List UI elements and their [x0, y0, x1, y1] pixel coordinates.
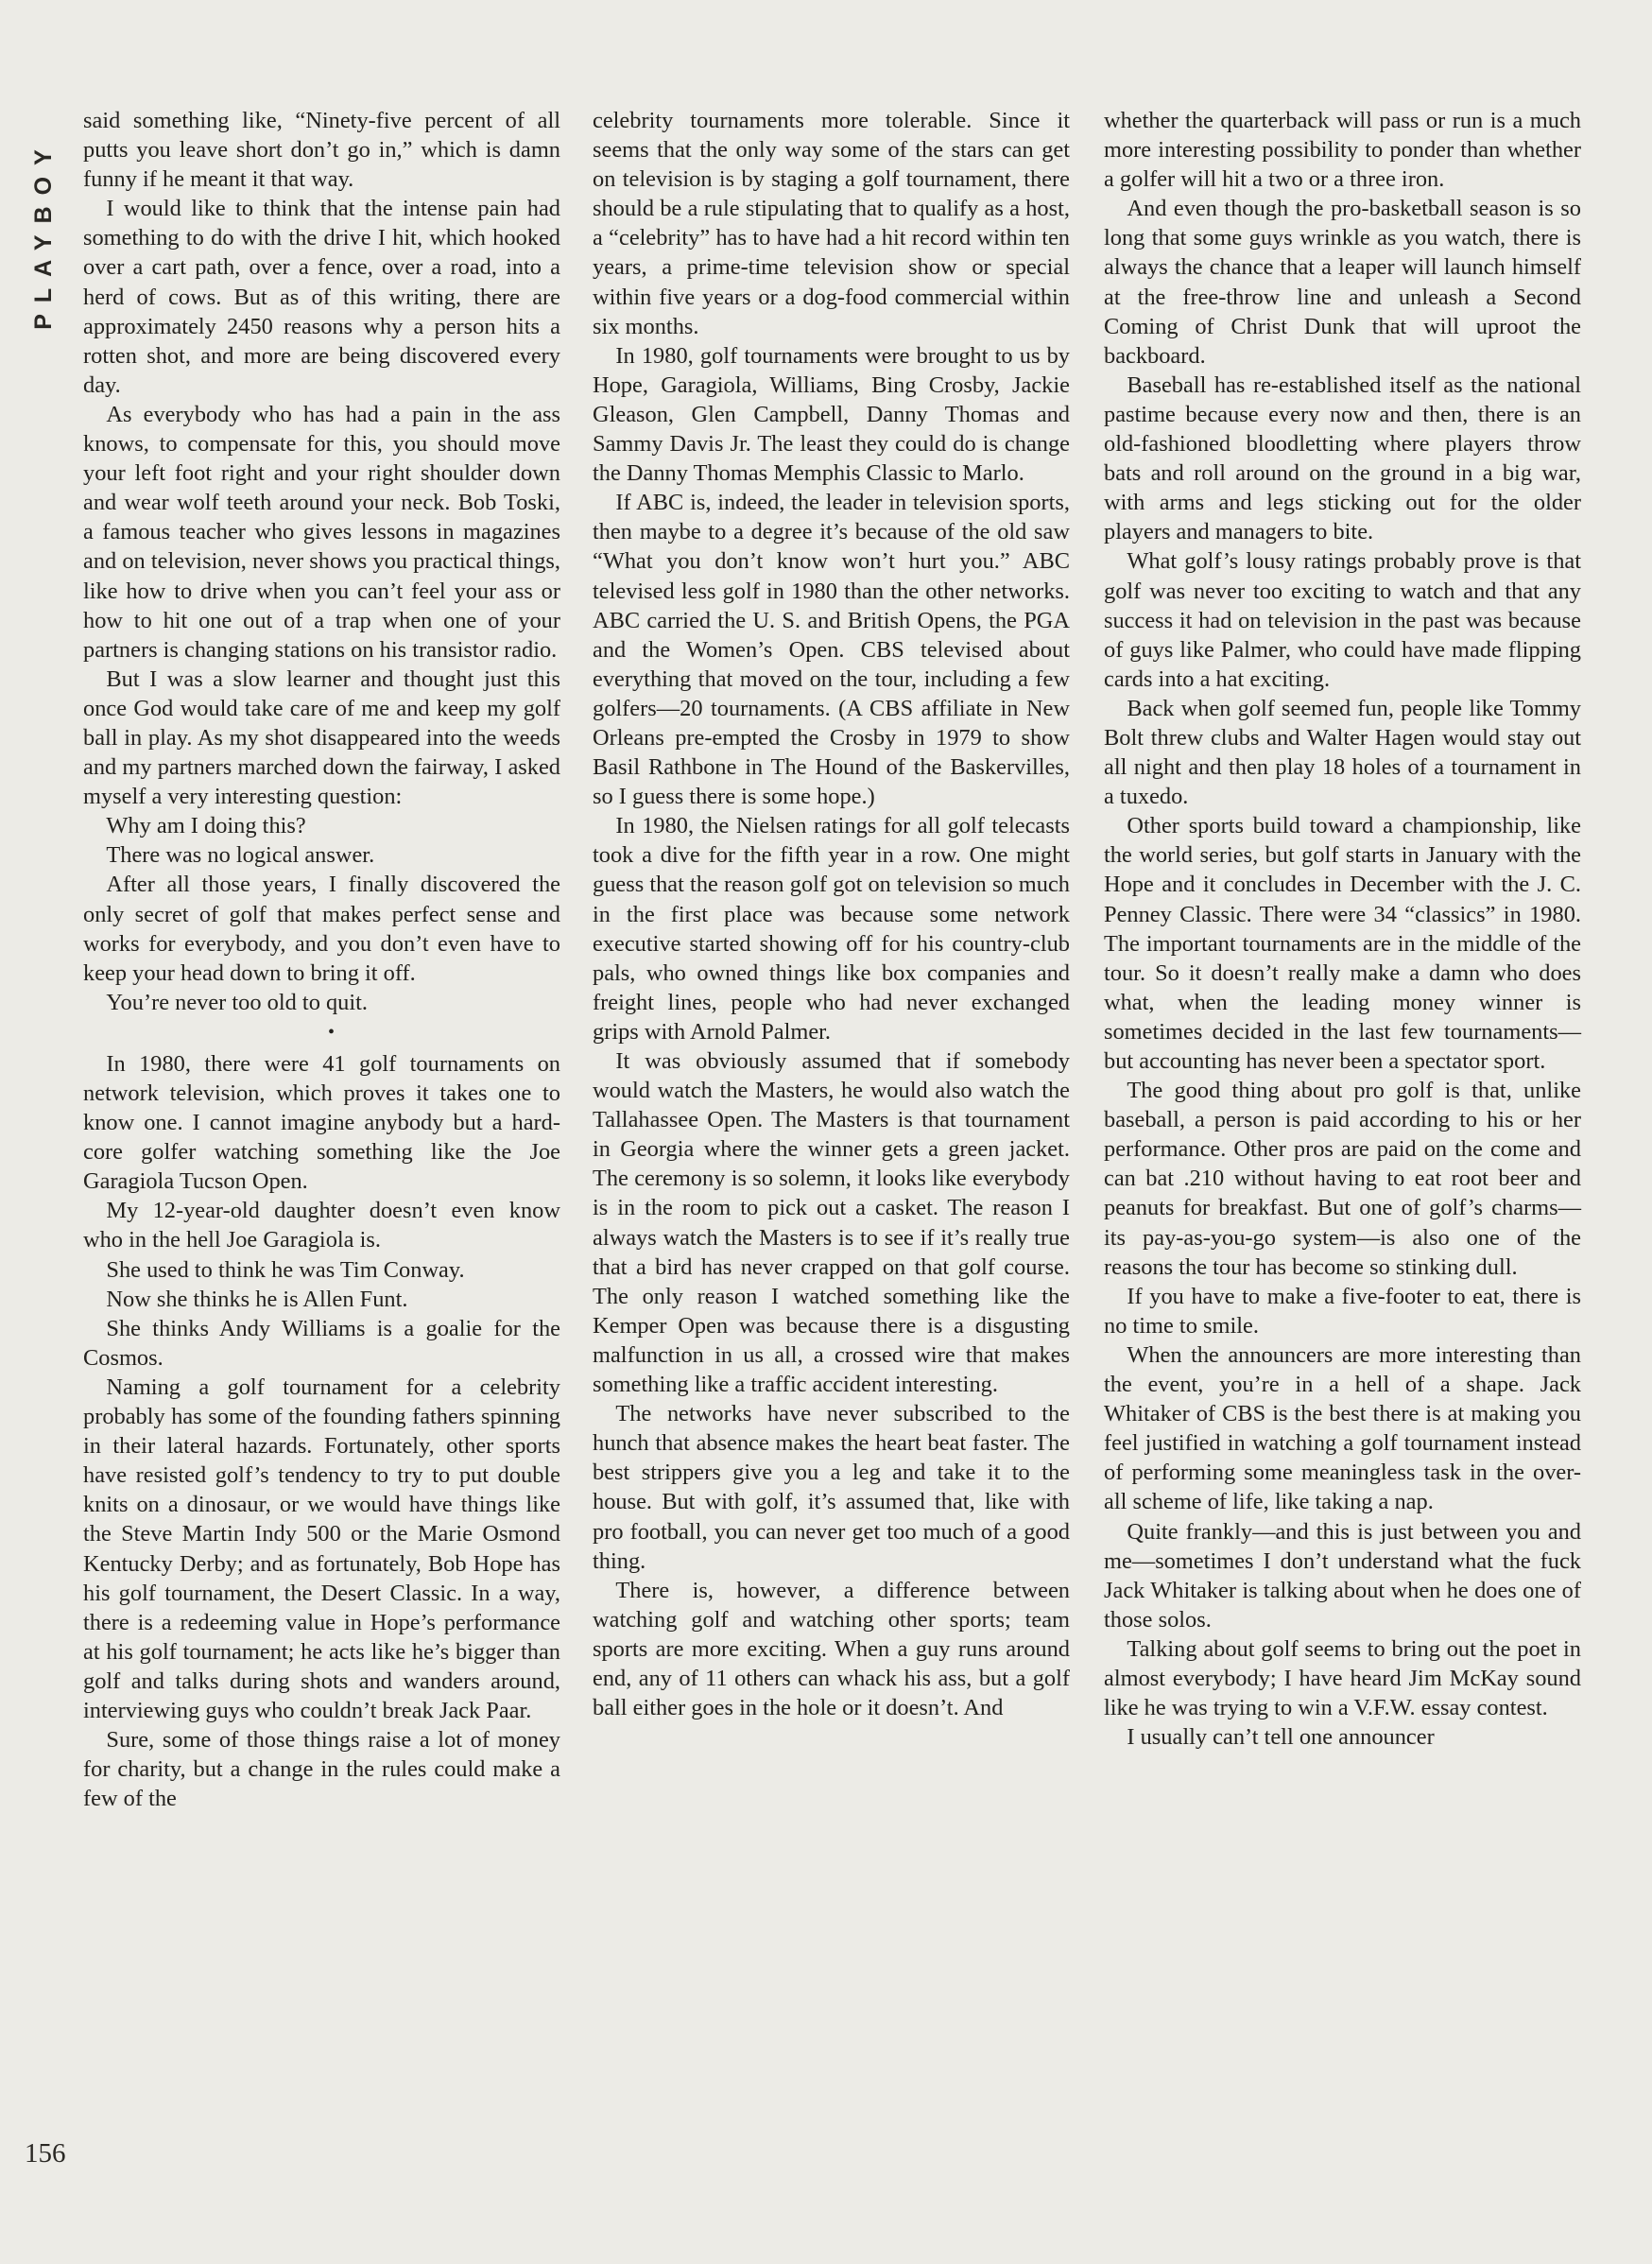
paragraph: I usually can’t tell one announcer [1127, 1724, 1435, 1751]
paragraph: Other sports build toward a championship, like the world series, but golf starts in January with the Hope and it concludes in December with the J. C. Penney Classic. There were 34 “classics” in 1980. The important tournaments are in the middle of the tour. So it doesn’t really make a damn who does what, when the leading money winner is sometimes decided in the last few tournaments—but accounting has never been a spectator sport. [1104, 813, 1581, 1074]
paragraph: My 12-year-old daughter doesn’t even know who in the hell Joe Garagiola is. [83, 1198, 560, 1253]
paragraph: Baseball has re-established itself as the national pastime because every now and then, there is an old-fashioned bloodletting where players throw bats and roll around on the ground in a big war, with arms and legs sticking out for the older players and managers to bite. [1104, 372, 1581, 545]
magazine-name: PLAYBOY [29, 137, 57, 330]
paragraph: In 1980, golf tournaments were brought to us by Hope, Garagiola, Williams, Bing Crosby, Jackie Gleason, Glen Campbell, Danny Thomas and Sammy Davis Jr. The least they could do is change the Danny Thomas Memphis Classic to Marlo. [593, 342, 1070, 487]
paragraph: After all those years, I finally discovered the only secret of golf that makes perfect sense and works for everybody, and you don’t even have to keep your head down to bring it off. [83, 872, 560, 986]
paragraph: If you have to make a five-footer to eat, there is no time to smile. [1104, 1283, 1581, 1339]
paragraph: She thinks Andy Williams is a goalie for the Cosmos. [83, 1315, 560, 1371]
paragraph: As everybody who has had a pain in the ass knows, to compensate for this, you should move your left foot right and your right shoulder down and wear wolf teeth around your neck. Bob Toski, a famous teacher who gives lessons in magazines and on television, never shows you practical things, like how to drive when you can’t feel your ass or how to hit one out of a trap when one of your partners is changing stations on his transistor radio. [83, 401, 560, 663]
magazine-sidebar-title [26, 106, 60, 361]
paragraph: Why am I doing this? [106, 813, 306, 839]
paragraph: Back when golf seemed fun, people like Tommy Bolt threw clubs and Walter Hagen would stay out all night and then play 18 holes of a tournament in a tuxedo. [1104, 695, 1581, 810]
page-number: 156 [25, 2138, 66, 2169]
paragraph: In 1980, there were 41 golf tournaments on network television, which proves it takes one to know one. I cannot imagine anybody but a hard-core golfer watching something like the Joe Garagiola Tucson Open. [83, 1050, 560, 1195]
text-column-3 [1104, 106, 1581, 1752]
paragraph: Quite frankly—and this is just between you and me—sometimes I don’t understand what the fuck Jack Whitaker is talking about when he does one of those solos. [1104, 1518, 1581, 1633]
paragraph: There is, however, a difference between watching golf and watching other sports; team sports are more exciting. When a guy runs around end, any of 11 others can whack his ass, but a golf ball either goes in the hole or it doesn’t. And [593, 1577, 1070, 1721]
text-column-2 [593, 106, 1070, 1722]
paragraph: Now she thinks he is Allen Funt. [106, 1286, 408, 1312]
paragraph: Talking about golf seems to bring out the poet in almost everybody; I have heard Jim McKay sound like he was trying to win a V.F.W. essay contest. [1104, 1635, 1581, 1721]
paragraph: whether the quarterback will pass or run is a much more interesting possibility to ponder than whether a golfer will hit a two or a three iron. [1104, 108, 1581, 193]
paragraph: What golf’s lousy ratings probably prove is that golf was never too exciting to watch and that any success it had on television in the past was because of guys like Palmer, who could have made flipping cards into a hat exciting. [1104, 548, 1581, 692]
paragraph: I would like to think that the intense pain had something to do with the drive I hit, which hooked over a cart path, over a fence, over a road, into a herd of cows. But as of this writing, there are approximately 2450 reasons why a person hits a rotten shot, and more are being discovered every day. [83, 196, 560, 398]
paragraph: The networks have never subscribed to the hunch that absence makes the heart beat faster. The best strippers give you a leg and take it to the house. But with golf, it’s assumed that, like with pro football, you can never get too much of a good thing. [593, 1401, 1070, 1574]
paragraph: Sure, some of those things raise a lot of money for charity, but a change in the rules could make a few of the [83, 1727, 560, 1812]
text-column-1 [83, 106, 560, 1813]
paragraph: She used to think he was Tim Conway. [106, 1256, 465, 1283]
paragraph: You’re never too old to quit. [106, 989, 369, 1015]
paragraph: celebrity tournaments more tolerable. Since it seems that the only way some of the stars can get on television is by staging a golf tournament, there should be a rule stipulating that to qualify as a host, a “celebrity” has to have had a hit record within ten years, a prime-time television show or special within five years or a dog-food commercial within six months. [593, 108, 1070, 339]
paragraph: In 1980, the Nielsen ratings for all golf telecasts took a dive for the fifth year in a row. One might guess that the reason golf got on television so much in the first place was because some network executive started showing off for his country-club pals, who owned things like box companies and freight lines, people who had never exchanged grips with Arnold Palmer. [593, 813, 1070, 1045]
paragraph: And even though the pro-basketball season is so long that some guys wrinkle as you watch, there is always the chance that a leaper will launch himself at the free-throw line and unleash a Second Coming of Christ Dunk that will uproot the backboard. [1104, 196, 1581, 369]
paragraph: But I was a slow learner and thought just this once God would take care of me and keep my golf ball in play. As my shot disappeared into the weeds and my partners marched down the fairway, I asked myself a very interesting question: [83, 665, 560, 810]
paragraph: said something like, “Ninety-five percent of all putts you leave short don’t go in,” which is damn funny if he meant it that way. [83, 108, 560, 193]
paragraph: Naming a golf tournament for a celebrity probably has some of the founding fathers spinning in their lateral hazards. Fortunately, other sports have resisted golf’s tendency to try to put double knits on a dinosaur, or we would have things like the Steve Martin Indy 500 or the Marie Osmond Kentucky Derby; and as fortunately, Bob Hope has his golf tournament, the Desert Classic. In a way, there is a redeeming value in Hope’s performance at his golf tournament; he acts like he’s bigger than golf and talks during shots and wanders around, interviewing guys who couldn’t break Jack Paar. [83, 1374, 560, 1723]
paragraph: If ABC is, indeed, the leader in television sports, then maybe to a degree it’s because of the old saw “What you don’t know won’t hurt you.” ABC televised less golf in 1980 than the other networks. ABC carried the U. S. and British Opens, the PGA and the Women’s Open. CBS televised about everything that moved on the tour, including a few golfers—20 tournaments. (A CBS affiliate in New Orleans pre-empted the Crosby in 1979 to show Basil Rathbone in The Hound of the Baskervilles, so I guess there is some hope.) [593, 490, 1070, 810]
paragraph: It was obviously assumed that if somebody would watch the Masters, he would also watch the Tallahassee Open. The Masters is that tournament in Georgia where the winner gets a green jacket. The ceremony is so solemn, it looks like everybody is in the room to pick out a casket. The reason I always watch the Masters is to see if it’s really true that a bird has never crapped on that golf course. The only reason I watched something like the Kemper Open was because there is a disgusting malfunction in us all, a crossed wire that makes something like a traffic accident interesting. [593, 1048, 1070, 1398]
paragraph: There was no logical answer. [106, 842, 375, 869]
paragraph: When the announcers are more interesting than the event, you’re in a hell of a shape. Jack Whitaker of CBS is the best there is at making you feel justified in watching a golf tournament instead of performing some meaningless task in the over-all scheme of life, like taking a nap. [1104, 1341, 1581, 1515]
section-divider-bullet: • [327, 1021, 335, 1043]
paragraph: The good thing about pro golf is that, unlike baseball, a person is paid according to his or her performance. Other pros are paid on the come and can bat .210 without having to eat root beer and peanuts for breakfast. But one of golf’s charms—its pay-as-you-go system—is also one of the reasons the tour has become so stinking dull. [1104, 1078, 1581, 1280]
